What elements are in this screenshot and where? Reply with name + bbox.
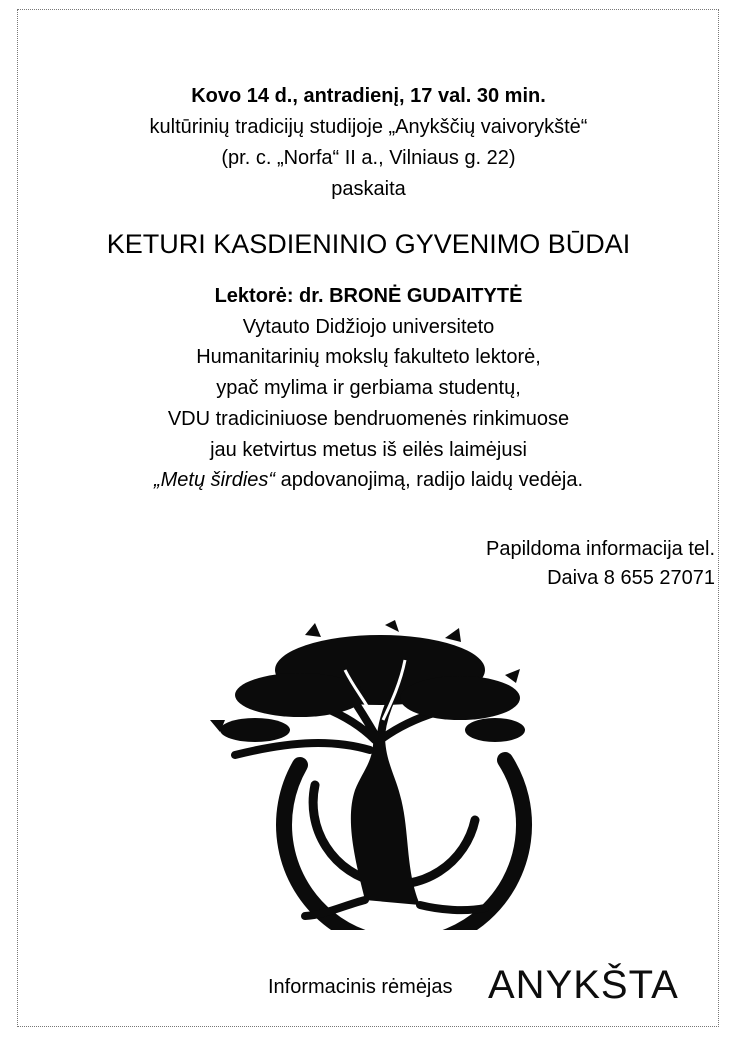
event-address: (pr. c. „Norfa“ II a., Vilniaus g. 22) [221,147,516,169]
anyksta-logo [488,963,679,1011]
lecturer-bio-line: Humanitarinių mokslų fakulteto lektorė, [196,346,541,368]
lecturer-bio-line: Vytauto Didžiojo universiteto [242,316,495,338]
sponsor-label: Informacinis rėmėjas [268,976,453,998]
tree-of-life-image [205,620,535,930]
lecturer-bio-award-line [0,469,737,492]
event-venue: kultūrinių tradicijų studijoje „Anykščių vaivorykštė“ [149,116,588,138]
lecturer-name: Lektorė: dr. BRONĖ GUDAITYTĖ [214,285,523,307]
event-date-time: Kovo 14 d., antradienį, 17 val. 30 min. [191,85,546,107]
lecture-title: KETURI KASDIENINIO GYVENIMO BŪDAI [106,229,631,259]
award-name: „Metų širdies“ [153,469,276,491]
event-type: paskaita [331,178,406,200]
contact-info-label: Papildoma informacija tel. [486,538,715,560]
lecturer-bio-line: jau ketvirtus metus iš eilės laimėjusi [210,439,527,461]
logo-text: ANYKŠTA [488,963,679,1007]
lecturer-bio-line: ypač mylima ir gerbiama studentų, [216,377,521,399]
award-rest: apdovanojimą, radijo laidų vedėja. [275,469,584,491]
lecturer-bio-line: VDU tradiciniuose bendruomenės rinkimuose [167,408,570,430]
contact-phone: Daiva 8 655 27071 [547,567,715,589]
